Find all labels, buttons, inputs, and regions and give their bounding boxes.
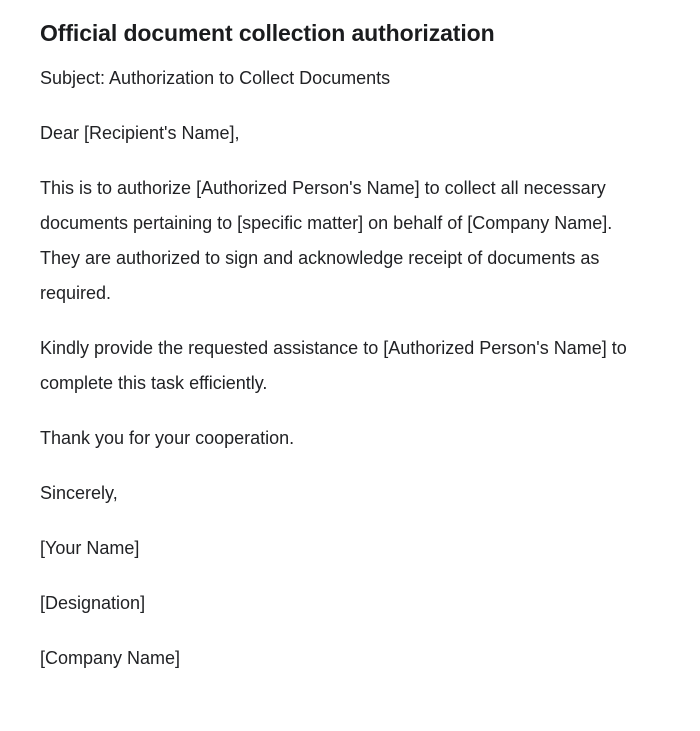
paragraph-signature-designation: [Designation] bbox=[40, 593, 146, 613]
paragraph-thanks: Thank you for your cooperation. bbox=[40, 428, 295, 448]
paragraph-authorization-body: This is to authorize [Authorized Person's Name] to collect all necessary documents pertaining to [specific matter] on behalf of [Company Name]. They are authorized to sign and acknowledge receipt of documents as required. bbox=[40, 178, 613, 303]
document-body bbox=[40, 61, 635, 676]
paragraph-closing: Sincerely, bbox=[40, 483, 118, 503]
paragraph-assistance-request: Kindly provide the requested assistance to [Authorized Person's Name] to complete this task efficiently. bbox=[40, 338, 627, 393]
paragraph-signature-name: [Your Name] bbox=[40, 538, 140, 558]
paragraph-signature-company: [Company Name] bbox=[40, 648, 181, 668]
page-title: Official document collection authorization bbox=[40, 20, 495, 46]
paragraph-subject-line: Subject: Authorization to Collect Documents bbox=[40, 68, 391, 88]
paragraph-salutation: Dear [Recipient's Name], bbox=[40, 123, 240, 143]
